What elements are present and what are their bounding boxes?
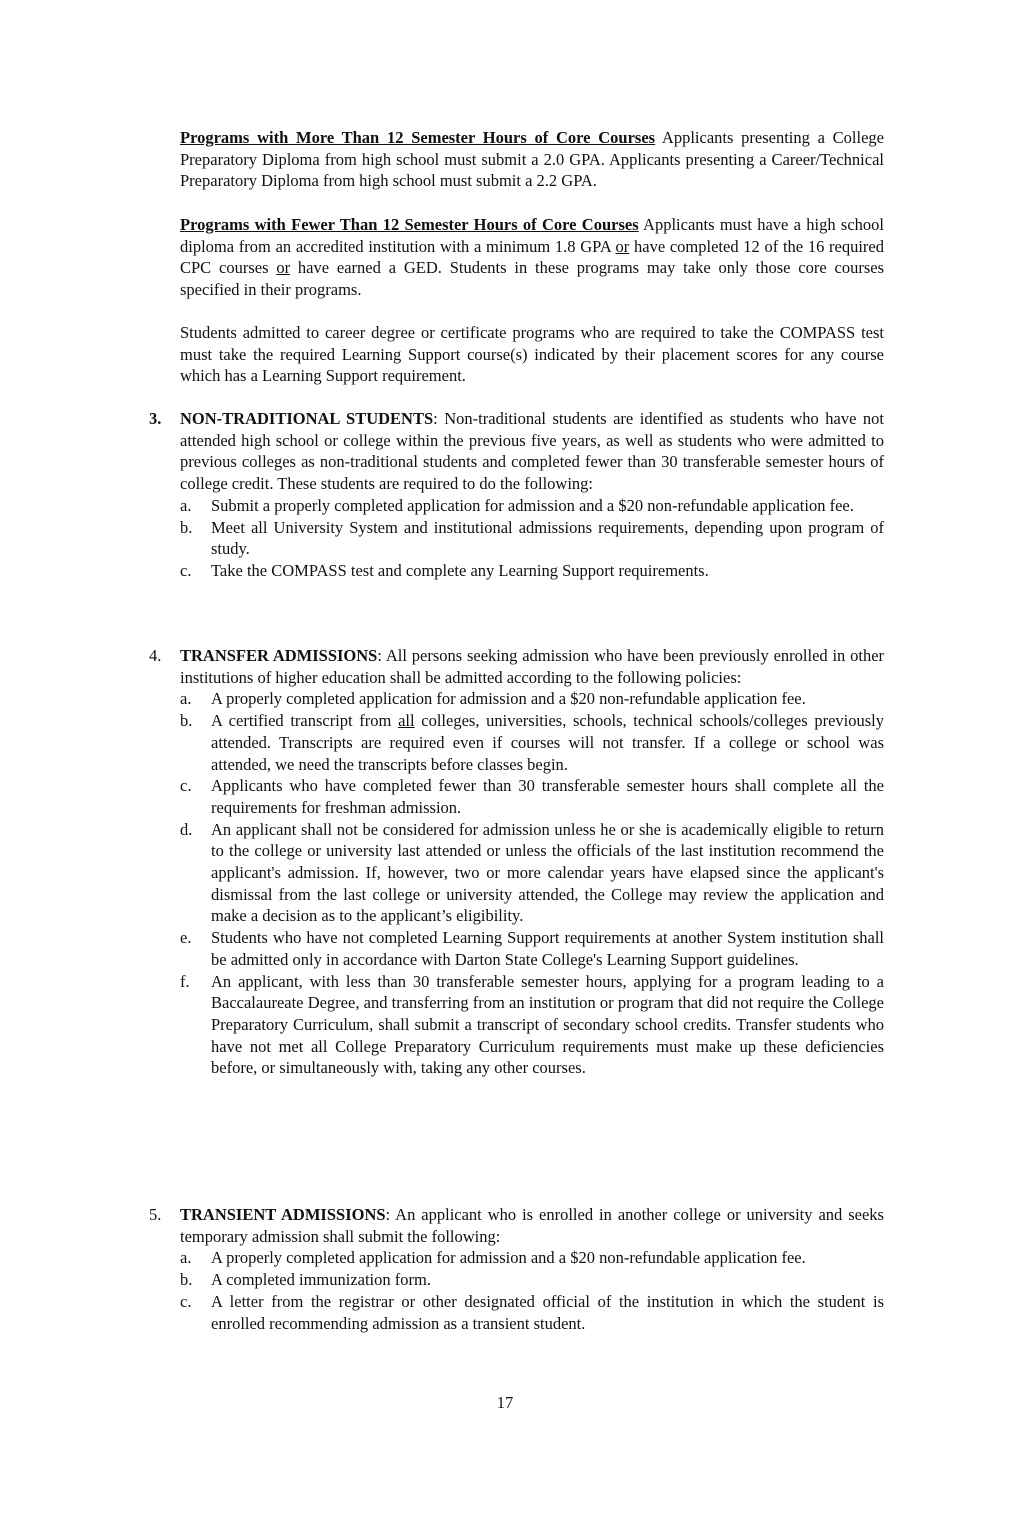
list-item-text: Submit a properly completed application for admission and a $20 non-refundable application fee. xyxy=(211,495,854,515)
heading-more-than-12-hours: Programs with More Than 12 Semester Hours of Core Courses xyxy=(180,128,656,147)
paragraph-text: Students admitted to career degree or certificate programs who are required to take the COMPASS test must take the required Learning Support course(s) indicated by their placement scores for any course which has a Learning Support requirement. xyxy=(180,323,884,386)
paragraph-career-degree xyxy=(180,322,884,387)
section-number: 5. xyxy=(149,1205,162,1224)
list-letter: b. xyxy=(180,1270,193,1290)
list-item-text: Students who have not completed Learning Support requirements at another System institution shall be admitted only in accordance with Darton State College's Learning Support guidelines. xyxy=(211,928,884,969)
paragraph-text: have completed 12 of the 16 required CPC courses xyxy=(180,236,884,278)
underlined-or: or xyxy=(276,258,291,278)
list-item-text: A properly completed application for admission and a $20 non-refundable application fee. xyxy=(211,1248,806,1268)
list-letter: e. xyxy=(180,928,192,948)
list-item xyxy=(180,1269,884,1291)
page-number: 17 xyxy=(496,1393,514,1412)
section-transfer-admissions xyxy=(180,645,884,1079)
section-title: TRANSIENT ADMISSIONS xyxy=(180,1205,386,1224)
list-letter: c. xyxy=(180,560,192,580)
section-title: TRANSFER ADMISSIONS xyxy=(180,646,378,665)
section-transient-admissions xyxy=(180,1204,884,1334)
list-letter: c. xyxy=(180,1291,192,1311)
list-item xyxy=(180,1291,884,1334)
section-number: 3. xyxy=(149,409,162,428)
list-item xyxy=(180,819,884,928)
list-letter: a. xyxy=(180,689,192,709)
list-item xyxy=(180,927,884,970)
list-item xyxy=(180,710,884,775)
list-item xyxy=(180,495,884,517)
list-item-text: A completed immunization form. xyxy=(211,1270,431,1290)
list-item-text: colleges, universities, schools, technical schools/colleges previously attended. Transcripts are required even if courses will not transfer. If a college or school was attended, we need the transcripts before classes begin. xyxy=(211,711,885,774)
list-letter: d. xyxy=(180,819,193,839)
underlined-all: all xyxy=(398,711,415,731)
heading-fewer-than-12-hours: Programs with Fewer Than 12 Semester Hours of Core Courses xyxy=(180,215,639,234)
list-item xyxy=(180,560,884,582)
list-item-text: Meet all University System and institutional admissions requirements, depending upon program of study. xyxy=(211,517,884,559)
list-item xyxy=(180,688,884,710)
list-letter: f. xyxy=(180,971,190,991)
section-non-traditional-students xyxy=(180,408,884,582)
list-item xyxy=(180,1247,884,1269)
paragraph-text: Applicants presenting a College Preparatory Diploma from high school must submit a 2.0 GPA. Applicants presenting a Career/Technical Preparatory Diploma from high school must submit a 2.2 GPA. xyxy=(180,128,885,191)
list-item-text: A letter from the registrar or other designated official of the institution in which the student is enrolled recommending admission as a transient student. xyxy=(211,1291,884,1333)
paragraph-text: Applicants must have a high school diploma from an accredited institution with a minimum 1.8 GPA xyxy=(180,215,884,256)
section-number: 4. xyxy=(149,646,162,665)
list-letter: b. xyxy=(180,711,193,731)
list-letter: a. xyxy=(180,1248,192,1268)
section-text: : Non-traditional students are identified as students who have not attended high school or college within the previous five years, as well as students who were admitted to previous colleges as non-traditional students and completed fewer than 30 transferable semester hours of college credit. These students are required to do the following: xyxy=(180,409,884,494)
list-letter: a. xyxy=(180,495,192,515)
list-item-text: A properly completed application for admission and a $20 non-refundable application fee. xyxy=(211,689,806,709)
list-item xyxy=(180,517,884,560)
list-item-text: A certified transcript from xyxy=(211,711,399,731)
list-item-text: An applicant, with less than 30 transferable semester hours, applying for a program leading to a Baccalaureate Degree, and transferring from an institution or program that did not require the College Preparatory Curriculum, shall submit a transcript of secondary school credits. Transfer students who have not met all College Preparatory Curriculum requirements must make up these deficiencies before, or simultaneously with, taking any other courses. xyxy=(211,971,884,1078)
paragraph-more-than-12-hours xyxy=(180,127,884,192)
list-item-text: Take the COMPASS test and complete any Learning Support requirements. xyxy=(211,560,709,580)
list-item xyxy=(180,775,884,818)
section-text: : All persons seeking admission who have been previously enrolled in other institutions of higher education shall be admitted according to the following policies: xyxy=(180,646,885,687)
paragraph-fewer-than-12-hours xyxy=(180,214,884,301)
paragraph-text: have earned a GED. Students in these programs may take only those core courses specified in their programs. xyxy=(180,258,885,300)
list-item-text: Applicants who have completed fewer than 30 transferable semester hours shall complete all the requirements for freshman admission. xyxy=(211,776,884,817)
list-letter: b. xyxy=(180,517,193,537)
section-text: : An applicant who is enrolled in another college or university and seeks temporary admission shall submit the following: xyxy=(180,1205,884,1246)
list-letter: c. xyxy=(180,776,192,796)
underlined-or: or xyxy=(615,236,630,256)
list-item-text: An applicant shall not be considered for admission unless he or she is academically eligible to return to the college or university last attended or unless the officials of the last institution recommend the applicant's admission. If, however, two or more calendar years have elapsed since the applicant's dismissal from the last college or university attended, the College may review the application and make a decision as to the applicant’s eligibility. xyxy=(211,819,884,926)
section-title: NON-TRADITIONAL STUDENTS xyxy=(180,409,434,428)
list-item xyxy=(180,971,884,1080)
